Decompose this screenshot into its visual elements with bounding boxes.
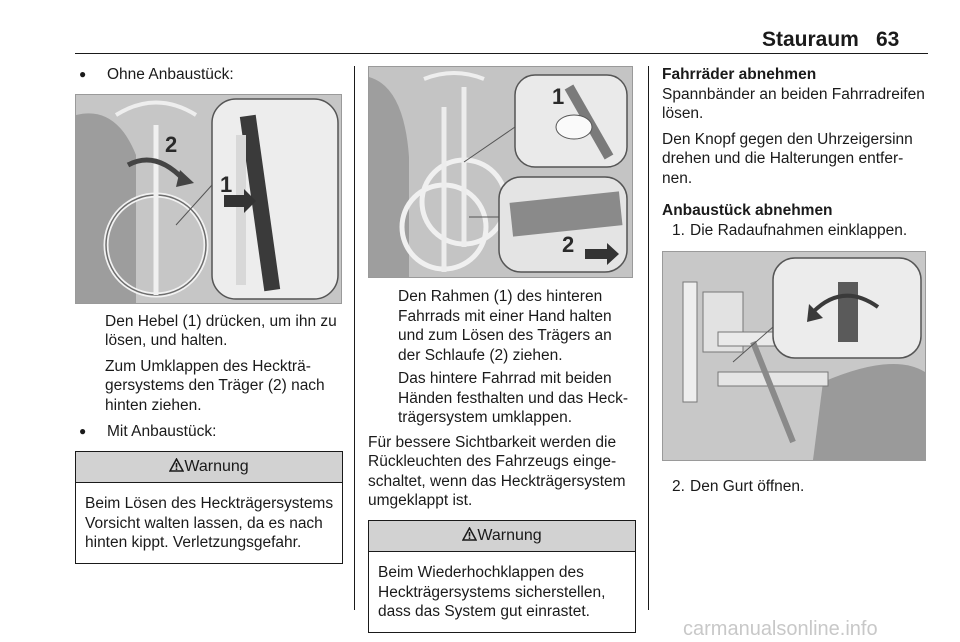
warning-triangle-icon bbox=[462, 527, 477, 541]
figure-callout-1: 1 bbox=[552, 84, 565, 109]
bullet-item: ● Mit Anbaustück: bbox=[75, 422, 343, 442]
illustration-release-carrier bbox=[368, 66, 633, 278]
bike-carrier-lever-drawing bbox=[76, 95, 341, 303]
watermark-text: carmanualsonline.info bbox=[683, 618, 878, 640]
figure-callout-2: 2 bbox=[562, 232, 575, 257]
numbered-step bbox=[662, 477, 928, 497]
column-3 bbox=[662, 60, 928, 497]
instruction-paragraph: Zum Umklappen des Heckträgersystems den Träger (2) nach hinten ziehen. bbox=[105, 357, 325, 414]
section-heading: Anbaustück abnehmen bbox=[662, 202, 833, 219]
warning-title: Warnung bbox=[184, 457, 249, 475]
warning-text: Beim Lösen des Heckträgersystems Vorsicht walten lassen, da es nach hinten kippt. Verletzungsgefahr. bbox=[85, 495, 334, 551]
body-paragraph: Den Knopf gegen den Uhrzeigersinn drehen und die Halterungen entfernen. bbox=[662, 130, 913, 187]
illustration-fold-wheel-holders bbox=[662, 251, 926, 461]
instruction-paragraph: Den Rahmen (1) des hinteren Fahrrads mit einer Hand halten und zum Lösen des Trägers an der Schlaufe (2) ziehen. bbox=[398, 288, 612, 364]
body-paragraph: Spannbänder an beiden Fahrradreifen lösen. bbox=[662, 85, 925, 122]
warning-box bbox=[75, 451, 343, 564]
wheel-holder-drawing bbox=[663, 252, 925, 460]
warning-header bbox=[76, 452, 342, 484]
instruction-paragraph: Das hintere Fahrrad mit beiden Händen festhalten und das Heckträgersystem umklappen. bbox=[398, 370, 629, 426]
header-rule bbox=[75, 53, 928, 54]
bullet-item: ● Ohne Anbaustück: bbox=[75, 65, 343, 85]
bike-carrier-loop-drawing bbox=[369, 67, 632, 277]
step-text: Den Gurt öffnen. bbox=[690, 478, 805, 495]
warning-box bbox=[368, 520, 636, 633]
warning-text: Beim Wiederhochklappen des Heckträgersystems sicherstellen, dass das System gut einrastet. bbox=[378, 564, 606, 620]
column-divider-1 bbox=[354, 66, 355, 610]
running-header-title: Stauraum bbox=[762, 28, 859, 51]
illustration-release-lever bbox=[75, 94, 342, 304]
page-number: 63 bbox=[876, 28, 900, 51]
warning-triangle-icon bbox=[169, 458, 184, 472]
instruction-paragraph: Den Hebel (1) drücken, um ihn zu lösen, und halten. bbox=[105, 312, 337, 349]
numbered-step bbox=[662, 221, 928, 241]
section-heading: Fahrräder abnehmen bbox=[662, 66, 817, 83]
column-divider-2 bbox=[648, 66, 649, 610]
column-1 bbox=[75, 60, 343, 564]
step-number: 1. bbox=[672, 221, 685, 239]
figure-callout-2: 2 bbox=[165, 131, 178, 157]
figure-callout-1: 1 bbox=[220, 171, 233, 197]
body-paragraph: Für bessere Sichtbarkeit werden die Rückleuchten des Fahrzeugs eingeschaltet, wenn das Heckträgersystem umgeklappt ist. bbox=[368, 433, 626, 509]
warning-header bbox=[369, 521, 635, 553]
column-2 bbox=[368, 60, 636, 633]
step-text: Die Radaufnahmen einklappen. bbox=[690, 221, 908, 239]
step-number: 2. bbox=[672, 478, 685, 495]
warning-title: Warnung bbox=[477, 526, 542, 544]
